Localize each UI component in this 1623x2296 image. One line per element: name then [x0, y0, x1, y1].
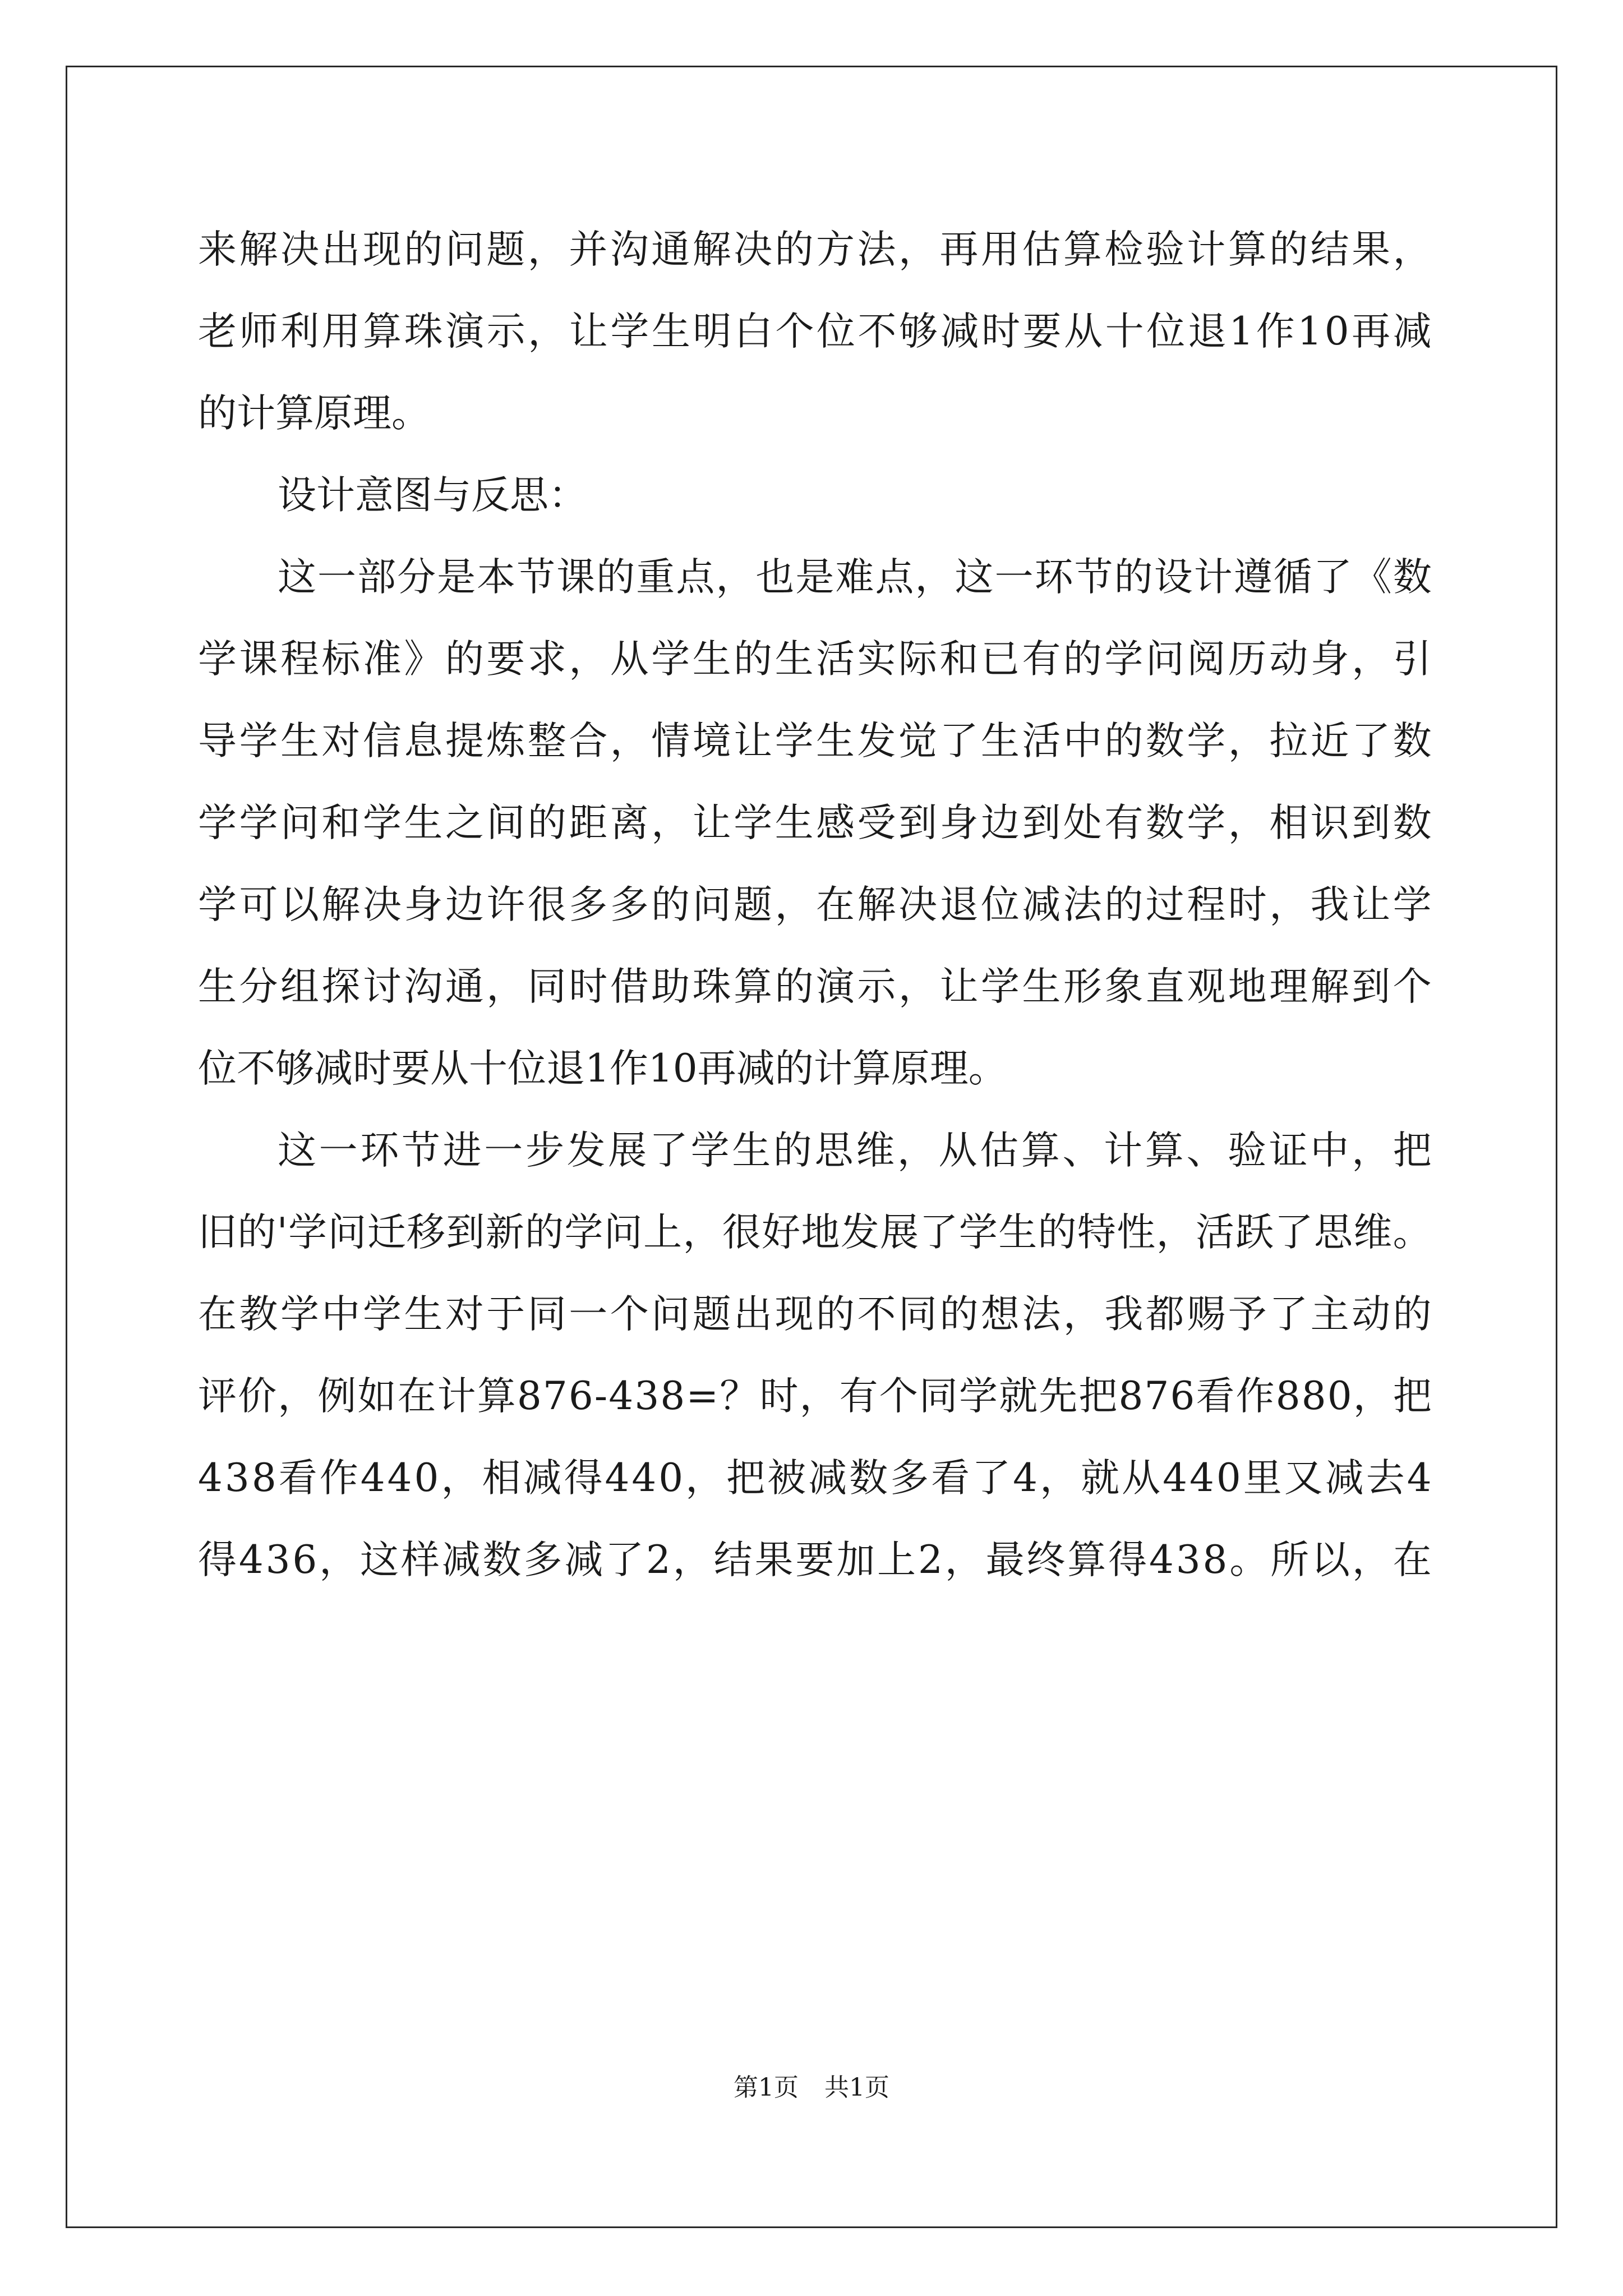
text-line: 在 教 学 中 学 生 对 于 同 一 个 问 题 出 现 的 不 同 的 想 法 ， 我 都 赐 予 了 主 动 的 — [198, 1292, 1432, 1337]
text-line: 位不够减时要从十位退1作10再减的计算原理。 — [198, 1046, 1007, 1091]
text-line: 学 学 问 和 学 生 之 间 的 距 离 ， 让 学 生 感 受 到 身 边 到 处 有 数 学 ， 相 识 到 数 — [198, 800, 1432, 845]
text-line: 旧 的 ' 学 问 迁 移 到 新 的 学 问 上 ， 很 好 地 发 展 了 学 生 的 特 性 ， 活 跃 了 思 维 。 — [198, 1210, 1432, 1255]
text-line: 4 3 8 看 作 4 4 0 ， 相 减 得 4 4 0 ， 把 被 减 数 多 看 了 4 ， 就 从 4 4 0 里 又 减 去 4 — [198, 1456, 1432, 1501]
text-line: 来 解 决 出 现 的 问 题 ， 并 沟 通 解 决 的 方 法 ， 再 用 估 算 检 验 计 算 的 结 果 ， — [198, 227, 1432, 272]
text-line: 的计算原理。 — [198, 391, 430, 436]
text-line: 学 可 以 解 决 身 边 许 很 多 多 的 问 题 ， 在 解 决 退 位 减 法 的 过 程 时 ， 我 让 学 — [198, 882, 1432, 927]
page-total: 共1页 — [824, 2073, 889, 2102]
text-line: 导 学 生 对 信 息 提 炼 整 合 ， 情 境 让 学 生 发 觉 了 生 活 中 的 数 学 ， 拉 近 了 数 — [198, 719, 1432, 763]
text-line: 这 一 环 节 进 一 步 发 展 了 学 生 的 思 维 ， 从 估 算 、 计 算 、 验 证 中 ， 把 — [278, 1128, 1432, 1173]
text-line: 评 价 ， 例 如 在 计 算 8 7 6 - 4 3 8 = ？ 时 ， 有 个 同 学 就 先 把 8 7 6 看 作 8 8 0 ， 把 — [198, 1374, 1432, 1419]
page-footer — [0, 2071, 1623, 2105]
text-line: 学 课 程 标 准 》 的 要 求 ， 从 学 生 的 生 活 实 际 和 已 有 的 学 问 阅 历 动 身 ， 引 — [198, 637, 1432, 682]
text-line: 得 4 3 6 ， 这 样 减 数 多 减 了 2 ， 结 果 要 加 上 2 ， 最 终 算 得 4 3 8 。 所 以 ， 在 — [198, 1538, 1432, 1582]
page-number: 第1页 — [734, 2073, 799, 2102]
text-line: 这 一 部 分 是 本 节 课 的 重 点 ， 也 是 难 点 ， 这 一 环 节 的 设 计 遵 循 了 《 数 — [278, 555, 1432, 600]
text-line: 生 分 组 探 讨 沟 通 ， 同 时 借 助 珠 算 的 演 示 ， 让 学 生 形 象 直 观 地 理 解 到 个 — [198, 964, 1432, 1009]
section-heading: 设计意图与反思： — [278, 473, 587, 518]
text-line: 老 师 利 用 算 珠 演 示 ， 让 学 生 明 白 个 位 不 够 减 时 要 从 十 位 退 1 作 1 0 再 减 — [198, 309, 1432, 354]
document-body — [198, 209, 1432, 1601]
